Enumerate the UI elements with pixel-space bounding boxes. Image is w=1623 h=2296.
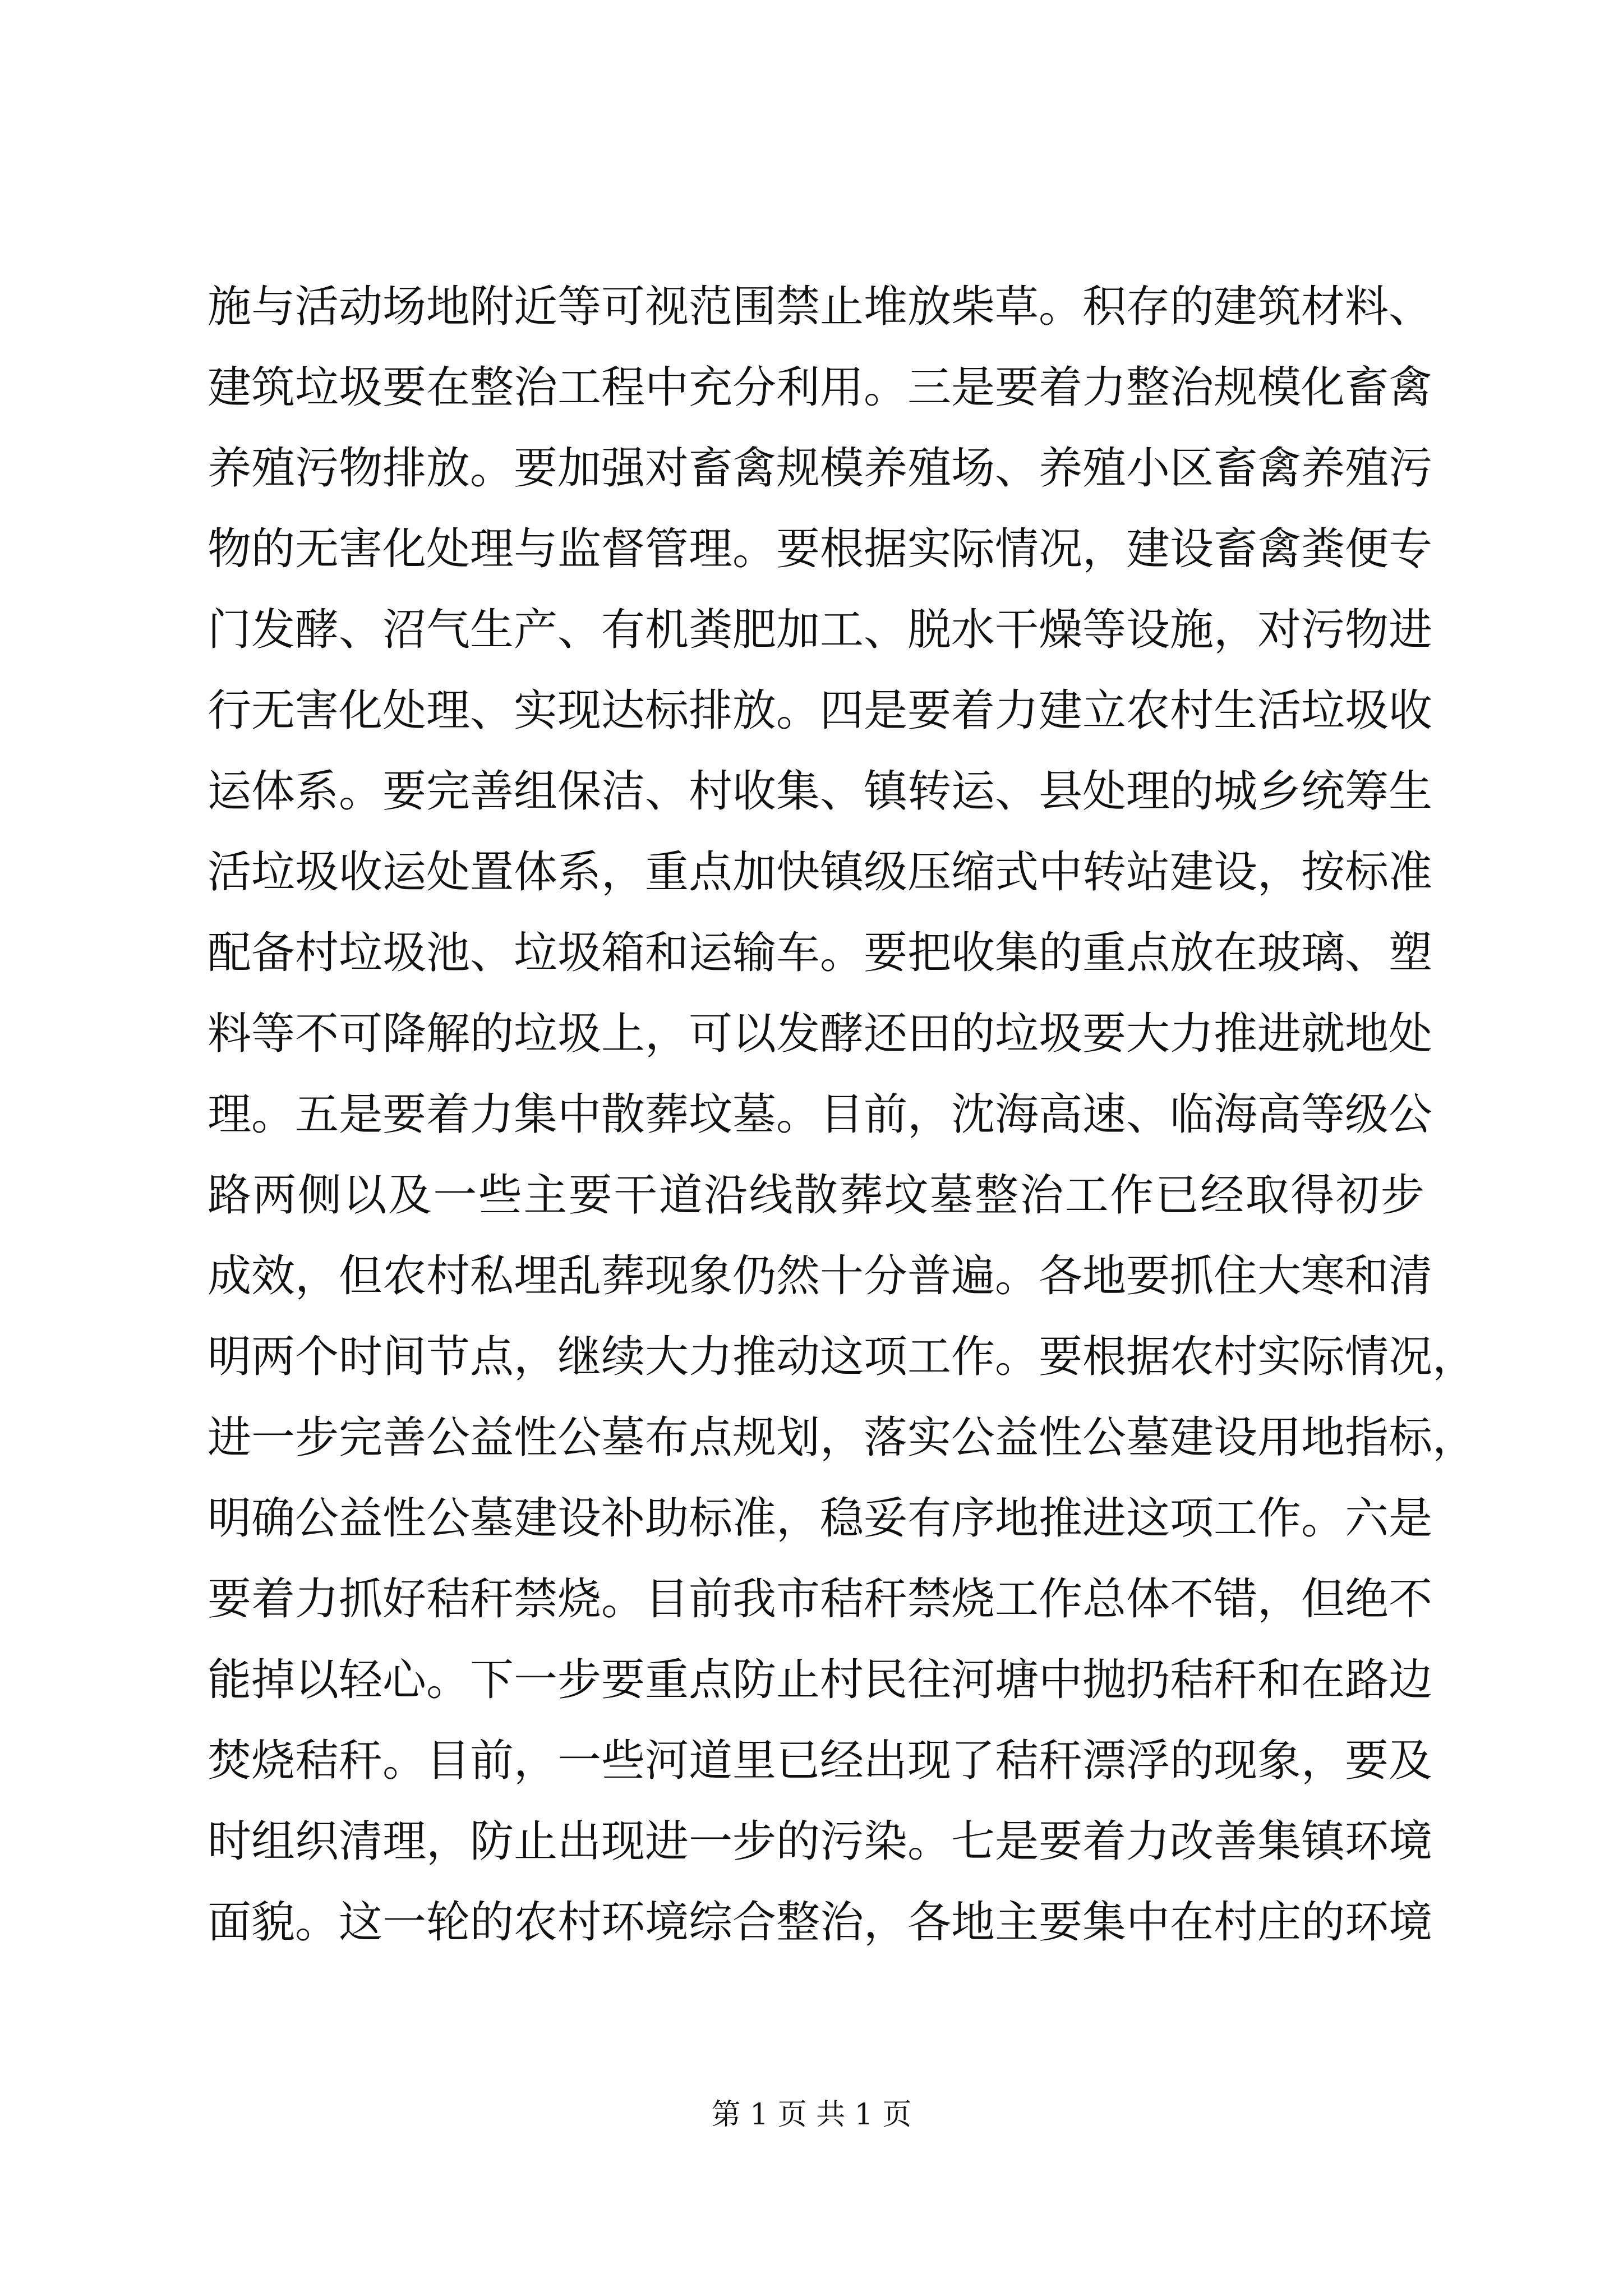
text-line: 面貌。这一轮的农村环境综合整治，各地主要集中在村庄的环境	[208, 1897, 1433, 1948]
text-line: 路两侧以及一些主要干道沿线散葬坟墓整治工作已经取得初步	[208, 1170, 1424, 1221]
text-line: 养殖污物排放。要加强对畜禽规模养殖场、养殖小区畜禽养殖污	[208, 443, 1433, 494]
text-line: 行无害化处理、实现达标排放。四是要着力建立农村生活垃圾收	[208, 685, 1433, 736]
text-line: 活垃圾收运处置体系，重点加快镇级压缩式中转站建设，按标准	[208, 847, 1433, 898]
text-line: 能掉以轻心。下一步要重点防止村民往河塘中抛扔秸秆和在路边	[208, 1655, 1433, 1705]
page-number-label: 第 1 页 共 1 页	[711, 2098, 912, 2132]
text-line: 成效，但农村私埋乱葬现象仍然十分普遍。各地要抓住大寒和清	[208, 1251, 1433, 1301]
text-line: 要着力抓好秸秆禁烧。目前我市秸秆禁烧工作总体不错，但绝不	[208, 1574, 1433, 1625]
text-line: 时组织清理，防止出现进一步的污染。七是要着力改善集镇环境	[208, 1816, 1433, 1867]
text-line: 建筑垃圾要在整治工程中充分利用。三是要着力整治规模化畜禽	[208, 362, 1433, 413]
text-line: 焚烧秸秆。目前，一些河道里已经出现了秸秆漂浮的现象，要及	[208, 1736, 1433, 1786]
text-line: 明两个时间节点，继续大力推动这项工作。要根据农村实际情况，	[208, 1332, 1477, 1382]
text-line: 运体系。要完善组保洁、村收集、镇转运、县处理的城乡统筹生	[208, 766, 1433, 817]
text-line: 配备村垃圾池、垃圾箱和运输车。要把收集的重点放在玻璃、塑	[208, 928, 1433, 978]
text-line: 物的无害化处理与监督管理。要根据实际情况，建设畜禽粪便专	[208, 524, 1433, 574]
text-line: 进一步完善公益性公墓布点规划，落实公益性公墓建设用地指标，	[208, 1412, 1477, 1463]
text-line: 明确公益性公墓建设补助标准，稳妥有序地推进这项工作。六是	[208, 1493, 1433, 1544]
body-text	[208, 266, 1477, 1963]
text-line: 门发酵、沼气生产、有机粪肥加工、脱水干燥等设施，对污物进	[208, 605, 1433, 655]
text-line: 料等不可降解的垃圾上，可以发酵还田的垃圾要大力推进就地处	[208, 1009, 1433, 1059]
text-line: 理。五是要着力集中散葬坟墓。目前，沈海高速、临海高等级公	[208, 1089, 1433, 1140]
page-footer	[0, 2095, 1623, 2134]
text-line: 施与活动场地附近等可视范围禁止堆放柴草。积存的建筑材料、	[208, 282, 1433, 332]
